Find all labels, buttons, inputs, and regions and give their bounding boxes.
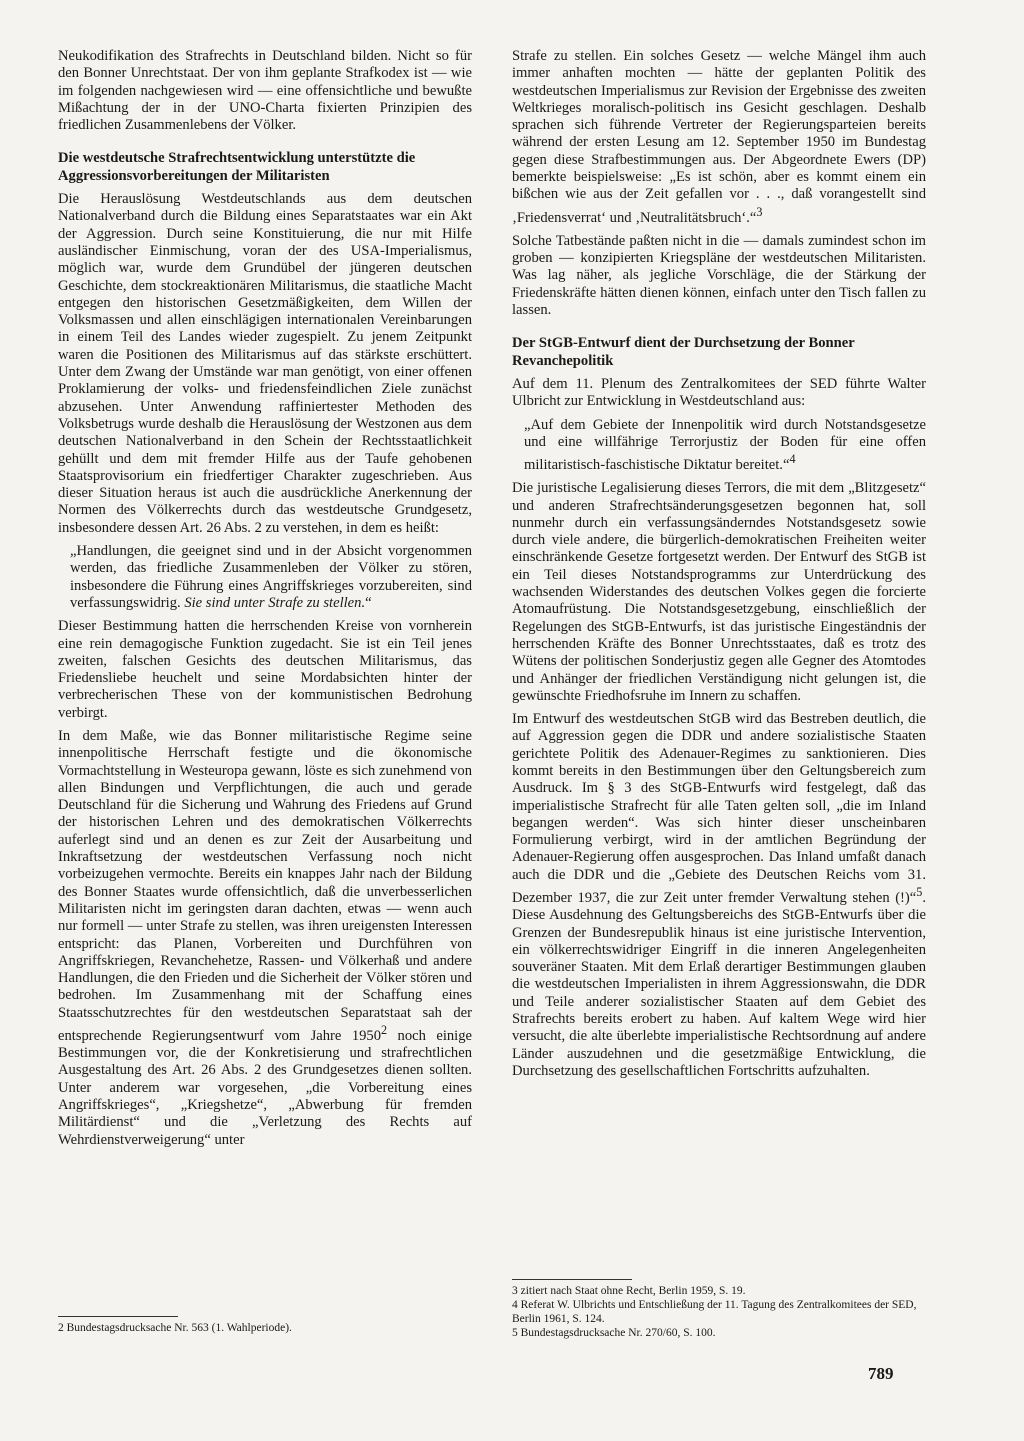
paragraph: Die Herauslösung Westdeutschlands aus dem deutschen Nationalverband durch die Bildung eines Separatstaates war ein Akt der Aggression. Durch seine Konstituierung, die nur mit Hilfe ausländischer Einmischung, voran der des USA-Imperialismus, möglich war, wurde dem Grundübel der jüngeren deutschen Geschichte, dem stockreaktionären Militarismus, die staatliche Macht entgegen den historischen Gesetzmäßigkeiten, dem Willen der Volksmassen und allen einschlägigen internationalen Vereinbarungen in einem Teil des Landes wieder zugespielt. Zu jenem Zeitpunkt waren die Positionen des Militarismus auf das stärkste erschüttert. Unter dem Zwang der Umstände war man genötigt, von einer offenen Proklamierung der volks- und friedensfeindlichen Ziele zunächst abzusehen. Unter Anwendung raffiniertester Methoden des Volksbetrugs wurde deshalb die Herauslösung der Westzonen aus dem deutschen Nationalverband in den Schein der Rechtsstaatlichkeit gehüllt und dem mit fremder Hilfe aus der Taufe gehobenen Staatsprovisorium ein friedfertiger Charakter zugeschrieben. Aus dieser Situation heraus ist auch die ausdrückliche Anerkennung der Normen des Völkerrechts durch das westdeutsche Grundgesetz, insbesondere dessen Art. 26 Abs. 2 zu verstehen, in dem es heißt: — [58, 191, 472, 536]
footnote-ref: 2 — [381, 1023, 388, 1038]
footnote-ref: 4 — [789, 452, 796, 467]
block-quote — [70, 543, 472, 612]
quote-body: „Handlungen, die geeignet sind und in der Absicht vorgenommen werden, das friedliche Zusammenleben der Völker zu stören, insbesondere die Führung eines Angriffskrieges vorzubereiten, sind verfassungswidrig. — [70, 543, 472, 611]
left-column — [58, 48, 472, 1155]
footnote-2: 2 Bundestagsdrucksache Nr. 563 (1. Wahlperiode). — [58, 1322, 292, 1334]
quote-body: „Auf dem Gebiete der Innenpolitik wird durch Notstandsgesetze und eine willfährige Terrorjustiz der Boden für eine offen militaristisch-faschistische Diktatur bereitet.“ — [524, 416, 926, 473]
page-number: 789 — [868, 1364, 894, 1383]
paragraph: Solche Tatbestände paßten nicht in die — damals zumindest schon im groben — konzipierten Kriegspläne der westdeutschen Militaristen. Was lag näher, als jegliche Vorschläge, die der Stärkung der Friedenskräfte hätten dienen können, einfach unter den Tisch fallen zu lassen. — [512, 232, 926, 319]
footnote-rule — [58, 1316, 178, 1317]
footnote-5: 5 Bundestagsdrucksache Nr. 270/60, S. 100. — [512, 1327, 716, 1339]
quote-text — [70, 543, 472, 612]
quote-emphasis: Sie sind unter Strafe zu stellen. — [184, 594, 366, 611]
paragraph: Neukodifikation des Strafrechts in Deutschland bilden. Nicht so für den Bonner Unrechtstaat. Der von ihm geplante Strafkodex ist — wie im folgenden nachgewiesen wird — eine offensichtliche und bewußte Mißachtung der in der UNO-Charta fixierten Prinzipien des friedlichen Zusammenlebens der Völker. — [58, 48, 472, 134]
section-heading: Die westdeutsche Strafrechtsentwicklung unterstützte die Aggressionsvorbereitungen der Militaristen — [58, 150, 416, 184]
paragraph — [512, 711, 926, 1080]
footnote-ref: 3 — [756, 204, 763, 219]
paragraph — [512, 48, 926, 227]
paragraph — [58, 728, 472, 1149]
footnote-ref: 5 — [916, 885, 923, 900]
footnote-3: 3 zitiert nach Staat ohne Recht, Berlin 1959, S. 19. — [512, 1285, 746, 1297]
paragraph-text: noch einige Bestimmungen vor, die der Konkretisierung und strafrechtlichen Ausgestaltung des Art. 26 Abs. 2 des Grundgesetzes dienen sollten. Unter anderem war vorgesehen, „die Vorbereitung eines Angriffskrieges“, „Kriegshetze“, „Abwerbung für fremden Militärdienst“ und die „Verletzung des Rechts auf Wehrdienstverweigerung“ unter — [58, 1027, 472, 1148]
paragraph: Die juristische Legalisierung dieses Terrors, die mit dem „Blitzgesetz“ und anderen Strafrechtsänderungsgesetzen begonnen hat, soll nunmehr durch ein verfassungsänderndes Notstandsgesetz sowie durch viele andere, die bürgerlich-demokratischen Freiheiten weiter einschränkende Gesetze fortgesetzt werden. Der Entwurf des StGB ist ein Teil dieses Notstandsprogramms zur Unterdrückung des wachsenden Widerstandes des deutschen Volkes gegen die forcierte Atomaufrüstung. Die Notstandsgesetzgebung, einschließlich der Regelungen des StGB-Entwurfs, ist das juristische Eingeständnis der herrschenden Kräfte des Bonner Unrechtsstaates, daß es trotz des Wütens der politischen Sonderjustiz gegen alle Gegner des Atomtodes und Anhänger der friedlichen Verständigung nicht gelungen ist, die gewünschte Friedhofsruhe im Innern zu schaffen. — [512, 480, 926, 704]
quote-text — [524, 417, 926, 475]
paragraph-text: . Diese Ausdehnung des Geltungsbereichs des StGB-Entwurfs über die Grenzen der Bundesrepublik hinaus ist eine juristische Intervention, ein völkerrechtswidriger Eingriff in die inneren Angelegenheiten souveräner Staaten. Mit dem Erlaß derartiger Bestimmungen glauben die westdeutschen Imperialisten in ihrem Aggressionswahn, die DDR und Teile anderer sozialistischer Staaten auf dem Gebiet des Strafrechts bereits erobert zu haben. Auf kaltem Wege wird hier versucht, die alte überlebte imperialistische Rechtsordnung auf andere Länder auszudehnen und die gesetzmäßige Entwicklung, die Durchsetzung des gesellschaftlichen Fortschritts aufzuhalten. — [512, 889, 926, 1079]
paragraph-text: In dem Maße, wie das Bonner militaristische Regime seine innenpolitische Herrschaft festigte und die ökonomische Vormachtstellung in Westeuropa gewann, löste es sich zunehmend von allen Bindungen und Verpflichtungen, die auch und gerade Deutschland für die Sicherung und Wahrung des Friedens auf Grund der historischen Lehren und des demokratischen Völkerrechts auferlegt sind und an denen es zur Zeit der Ausarbeitung und Inkraftsetzung der westdeutschen Verfassung noch nicht vorbeizugehen vermochte. Bereits ein knappes Jahr nach der Bildung des Bonner Staates wurde offensichtlich, daß die unverbesserlichen Militaristen nicht im geringsten daran dachten, etwas — wenn auch nur formell — unter Strafe zu stellen, was ihren ureigensten Interessen entspricht: das Planen, Vorbereiten und Durchführen von Angriffskriegen, Revanchehetze, Rassen- und Völkerhaß und andere Handlungen, die den Frieden und die Sicherheit der Völker stören und bedrohen. Im Zusammenhang mit der Schaffung eines Staatsschutzrechtes für den westdeutschen Separatstaat sah der entsprechende Regierungsentwurf vom Jahre 1950 — [58, 727, 472, 1044]
footnotes-left — [58, 1316, 472, 1335]
paragraph: Dieser Bestimmung hatten die herrschenden Kreise von vornherein eine rein demagogische Funktion zugedacht. Sie ist ein Teil jenes zweiten, falschen Gesichts des deutschen Militarismus, das Friedensliebe heuchelt und seine Mordabsichten hinter der verbrecherischen These von der kommunistischen Bedrohung verbirgt. — [58, 618, 472, 721]
footnotes-right — [512, 1279, 926, 1340]
paragraph: Auf dem 11. Plenum des Zentralkomitees der SED führte Walter Ulbricht zur Entwicklung in Westdeutschland aus: — [512, 375, 926, 410]
block-quote — [524, 417, 926, 475]
paragraph-text: Im Entwurf des westdeutschen StGB wird das Bestreben deutlich, die auf Aggression gegen die DDR und andere sozialistische Staaten gerichtete Politik des Adenauer-Regimes zu sanktionieren. Dies kommt bereits in den Bestimmungen über den Geltungsbereich zum Ausdruck. Im § 3 des StGB-Entwurfs wird festgelegt, daß das imperialistische Strafrecht für alle Taten gelten soll, „die im Inland begangen werden“. Was sich hinter dieser unscheinbaren Formulierung verbirgt, wird in der amtlichen Begründung der Adenauer-Regierung offen ausgesprochen. Das Inland umfaßt danach auch die DDR und die „Gebiete des Deutschen Reichs vom 31. Dezember 1937, die zur Zeit unter fremder Verwaltung stehen (!)“ — [512, 711, 926, 906]
paragraph-text: Strafe zu stellen. Ein solches Gesetz — welche Mängel ihm auch immer anhaften mochten — hätte der geplanten Politik des westdeutschen Imperialismus zur Revision der Ergebnisse des zweiten Weltkrieges moralisch-politisch ins Gesicht geschlagen. Deshalb sprachen sich führende Vertreter der Regierungsparteien bereits während der ersten Lesung am 12. September 1950 im Bundestag gegen diese Strafbestimmungen aus. Der Abgeordnete Ewers (DP) bemerkte beispielsweise: „Es ist schön, aber es kommt einem ein bißchen wie aus der Zeit gefallen vor . . ., daß vorangestellt sind ‚Friedensverrat‘ und ‚Neutralitätsbruch‘.“ — [512, 48, 926, 226]
section-heading: Der StGB-Entwurf dient der Durchsetzung der Bonner Revanchepolitik — [512, 335, 855, 369]
quote-close: “ — [365, 594, 372, 611]
footnote-rule — [512, 1279, 632, 1280]
right-column — [512, 48, 926, 1086]
footnote-4: 4 Referat W. Ulbrichts und Entschließung der 11. Tagung des Zentralkomitees der SED, Berlin 1961, S. 124. — [512, 1299, 917, 1325]
